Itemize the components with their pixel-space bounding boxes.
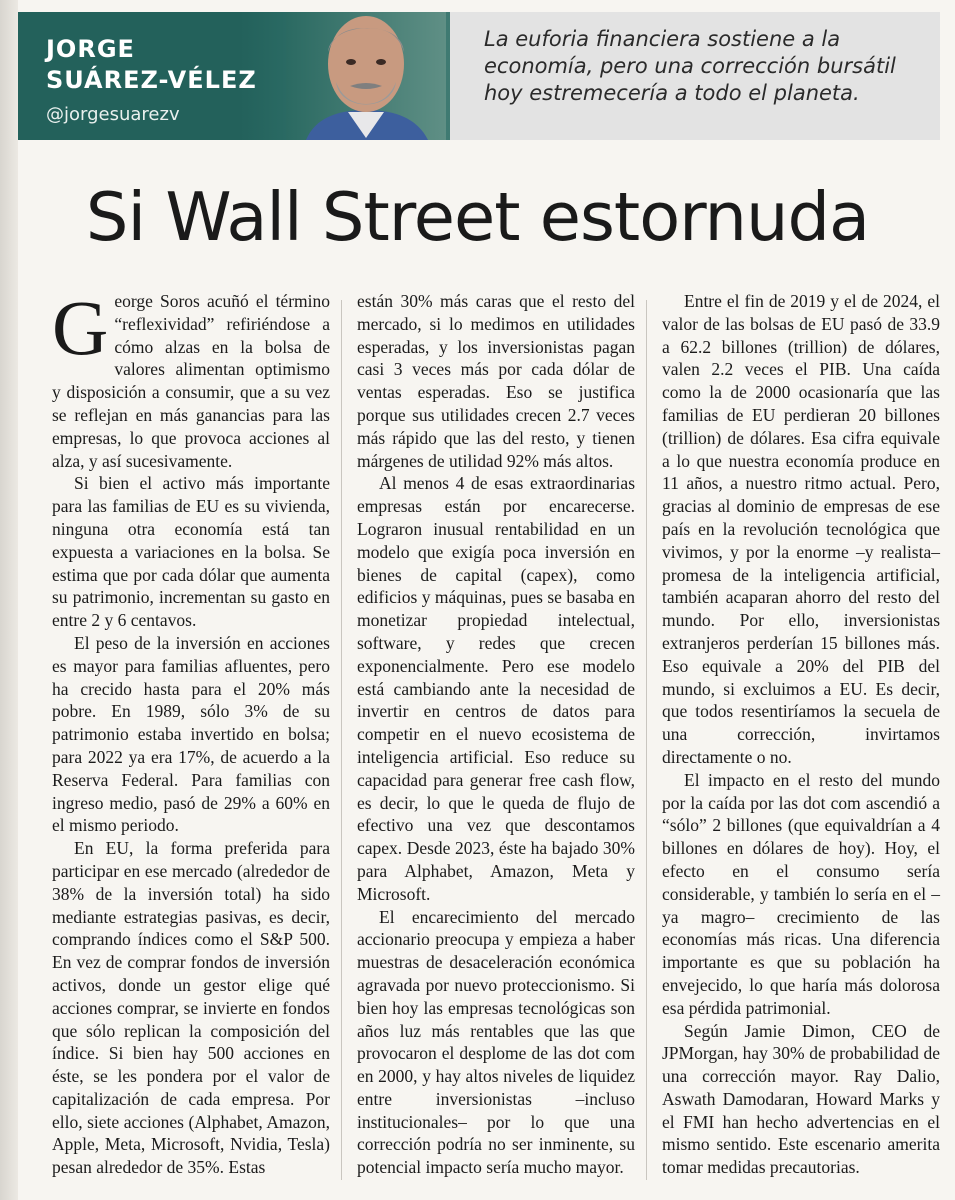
column-header [18,12,940,140]
author-portrait [286,12,446,140]
paragraph: Entre el fin de 2019 y el de 2024, el valor de las bolsas de EU pasó de 33.9 a 62.2 billones (trillion) de dólares, valen 2.2 veces el PIB. Una caída como la de 2000 ocasionaría que las familias de EU perdieran 20 billones (trillion) de dólares. Esa cifra equivale a lo que nuestra economía produce en 11 años, a nuestro ritmo actual. Pero, gracias al dominio de empresas de ese país en la revolución tecnológica que vivimos, y por la enorme –y realista– promesa de la inteligencia artificial, también acaparan ahorro del resto del mundo. Por ello, inversionistas extranjeros perderían 15 billones más. Eso equivale a 20% del PIB del mundo, si excluimos a EU. Es decir, que todos resentiríamos la secuela de una corrección, invirtamos directamente o no. [662,291,940,767]
paragraph: En EU, la forma preferida para participar en ese mercado (alrededor de 38% de la inversión total) ha sido mediante estrategias pasivas, es decir, comprando índices como el S&P 500. En vez de comprar fondos de inversión activos, donde un gestor elige qué acciones comprar, se invierte en fondos que sólo replican la composición del índice. Si bien hay 500 acciones en éste, se les pondera por el valor de capitalización de cada empresa. Por ello, siete acciones (Alphabet, Amazon, Apple, Meta, Microsoft, Nvidia, Tesla) pesan alrededor de 35%. Estas [52,838,330,1178]
paragraph: están 30% más caras que el resto del mercado, si lo medimos en utilidades esperadas, y los inversionistas pagan casi 3 veces más por cada dólar de ventas esperadas. Eso se justifica porque sus utilidades crecen 2.7 veces más rápido que las del resto, y tienen márgenes de utilidad 92% más altos. [357,291,635,471]
article-body [52,284,940,1179]
pull-quote-panel [450,12,940,140]
author-handle: @jorgesuarezv [46,104,180,125]
paragraph: George Soros acuñó el término “reflexividad” refiriéndose a cómo alzas en la bolsa de valores alimentan optimismo y disposición a consumir, que a su vez se reflejan en más ganancias para las empresas, lo que provoca acciones al alza, y así sucesivamente. [52,284,330,471]
headline: Si Wall Street estornuda [85,178,870,256]
pull-quote: La euforia financiera sostiene a la economía, pero una corrección bursátil hoy estremecería a todo el planeta. [484,27,896,105]
drop-cap: G [52,284,109,371]
paragraph: Al menos 4 de esas extraordinarias empresas están por encarecerse. Lograron inusual rentabilidad en un modelo que exigía poca inversión en bienes de capital (capex), como edificios y máquinas, pues se basaba en monetizar propiedad intelectual, software, y redes que crecen exponencialmente. Pero ese modelo está cambiando ante la necesidad de invertir en centros de datos para competir en el nuevo ecosistema de inteligencia artificial. Eso reduce su capacidad para generar free cash flow, es decir, lo que le queda de flujo de efectivo una vez que descontamos capex. Desde 2023, éste ha bajado 30% para Alphabet, Amazon, Meta y Microsoft. [357,473,635,904]
article-column-2 [357,290,635,1179]
paragraph: Según Jamie Dimon, CEO de JPMorgan, hay 30% de probabilidad de una corrección mayor. Ray Dalio, Aswath Damodaran, Howard Marks y el FMI han hecho advertencias en el mismo sentido. Este escenario amerita tomar medidas precautorias. [662,1020,940,1178]
paragraph: El impacto en el resto del mundo por la caída por las dot com ascendió a “sólo” 2 billones (que equivaldrían a 4 billones en dólares de hoy). Hoy, el efecto en el consumo sería considerable, y también lo sería en el –ya magro– crecimiento de las economías más ricas. Una diferencia importante es que su población ha envejecido, lo que haría más dolorosa esa pérdida patrimonial. [662,769,940,1018]
article-column-3 [662,290,940,1179]
paragraph: El peso de la inversión en acciones es mayor para familias afluentes, pero ha crecido hasta para el 20% más pobre. En 1989, sólo 3% de su patrimonio estaba invertido en bolsa; para 2022 ya era 17%, de acuerdo a la Reserva Federal. Para familias con ingreso medio, pasó de 29% a 60% en el mismo periodo. [52,632,330,836]
article-column-1 [52,284,330,1179]
paragraph: Si bien el activo más importante para las familias de EU es su vivienda, ninguna otra economía está tan expuesta a variaciones en la bolsa. Se estima que por cada dólar que aumenta su patrimonio, incrementan su gasto en entre 2 y 6 centavos. [52,473,330,631]
author-panel [18,12,450,140]
paragraph: El encarecimiento del mercado accionario preocupa y empieza a haber muestras de desaceleración económica agravada por nuevo proteccionismo. Si bien hoy las empresas tecnológicas son años luz más rentables que las que provocaron el desplome de las dot com en 2000, y hay altos niveles de liquidez entre inversionistas –incluso institucionales– por lo que una corrección podría no ser inminente, su potencial impacto sería mucho mayor. [357,906,635,1178]
author-name: JORGE SUÁREZ-VÉLEZ [46,35,257,94]
